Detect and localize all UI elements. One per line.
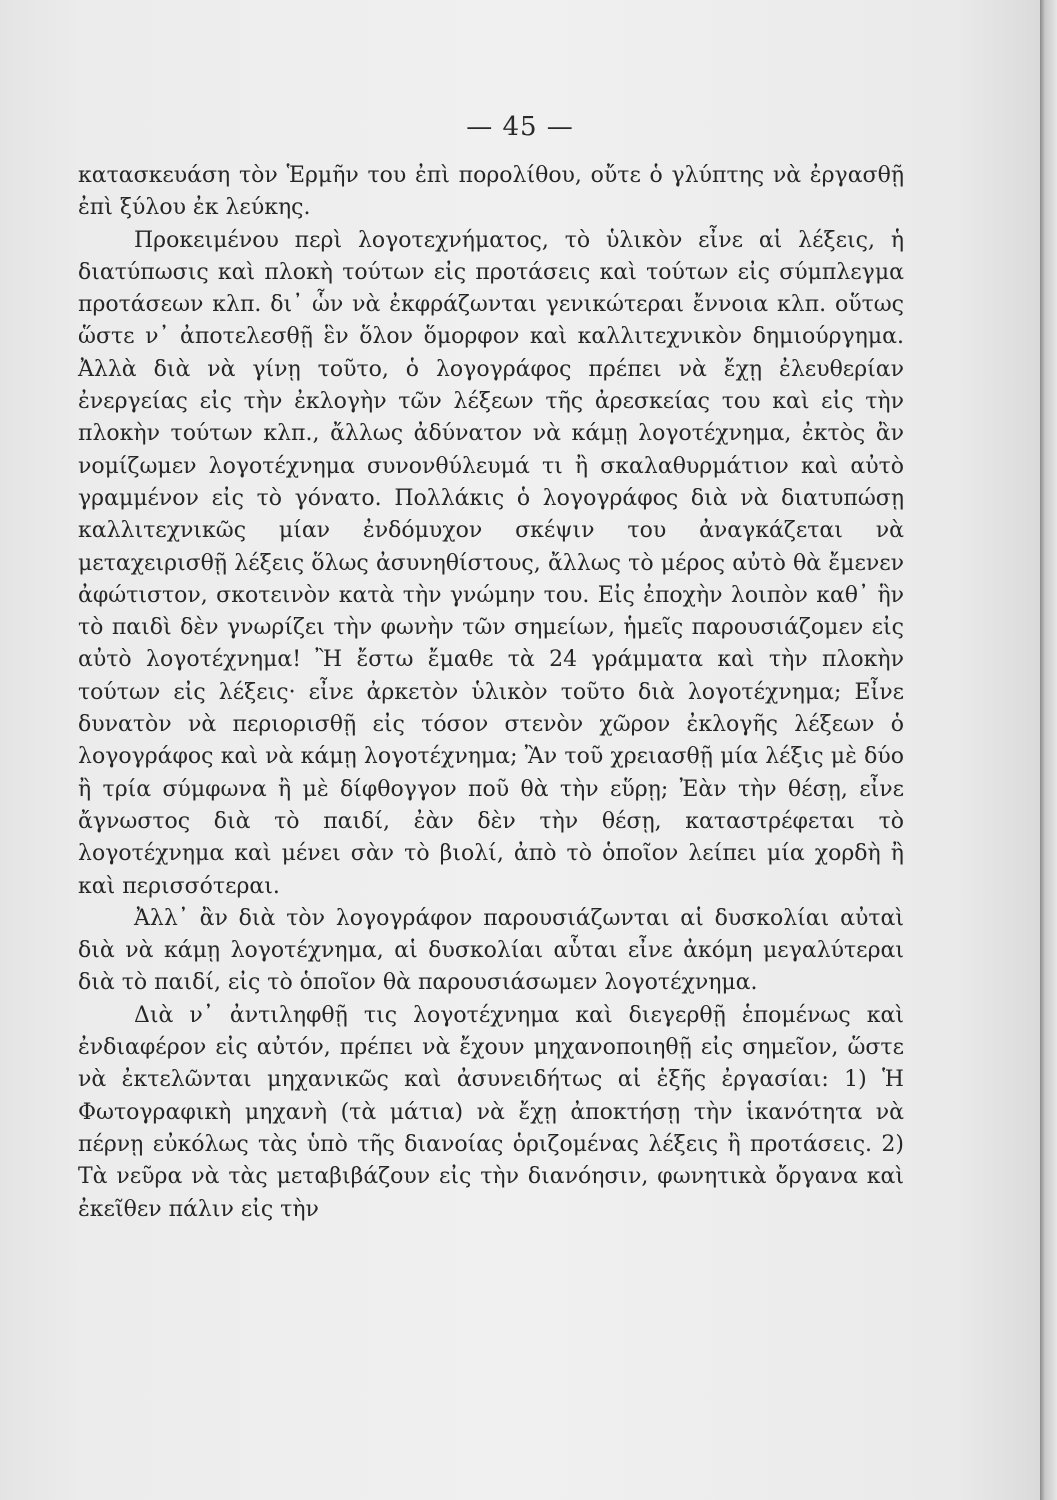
body-text [78,160,904,1226]
page-edge-shadow [1040,0,1057,1500]
paragraph-3: Ἀλλ᾿ ἂν διὰ τὸν λογογράφον παρουσιάζωνται αἱ δυσκολίαι αὐταὶ διὰ νὰ κάμῃ λογοτέχνημα, αἱ δυσκολίαι αὗται εἶνε ἀκόμη μεγαλύτεραι διὰ τὸ παιδί, εἰς τὸ ὁποῖον θὰ παρουσιάσωμεν λογοτέχνημα. [78,905,904,996]
paragraph-4: Διὰ ν᾿ ἀντιληφθῇ τις λογοτέχνημα καὶ διεγερθῇ ἑπομένως καὶ ἐνδιαφέρον εἰς αὐτόν, πρέπει νὰ ἔχουν μηχανοποιηθῇ εἰς σημεῖον, ὥστε νὰ ἐκτελῶνται μηχανικῶς καὶ ἀσυνειδήτως αἱ ἑξῆς ἐργασίαι: 1) Ἡ Φωτογραφικὴ μηχανὴ (τὰ μάτια) νὰ ἔχῃ ἀποκτήσῃ τὴν ἱκανότητα νὰ πέρνῃ εὐκόλως τὰς ὑπὸ τῆς διανοίας ὁριζομένας λέξεις ἢ προτάσεις. 2) Τὰ νεῦρα νὰ τὰς μεταβιβάζουν εἰς τὴν διανόησιν, φωνητικὰ ὄργανα καὶ ἐκεῖθεν πάλιν εἰς τὴν [78,1002,904,1222]
paragraph-2: Προκειμένου περὶ λογοτεχνήματος, τὸ ὑλικὸν εἶνε αἱ λέξεις, ἡ διατύπωσις καὶ πλοκὴ τούτων εἰς προτάσεις καὶ τούτων εἰς σύμπλεγμα προτάσεων κλπ. δι᾿ ὧν νὰ ἐκφράζωνται γενικώτεραι ἔννοια κλπ. οὕτως ὥστε ν᾿ ἀποτελεσθῇ ἓν ὅλον ὅμορφον καὶ καλλιτεχνικὸν δημιούργημα. Ἀλλὰ διὰ νὰ γίνῃ τοῦτο, ὁ λογογράφος πρέπει νὰ ἔχῃ ἐλευθερίαν ἐνεργείας εἰς τὴν ἐκλογὴν τῶν λέξεων τῆς ἀρεσκείας του καὶ εἰς τὴν πλοκὴν τούτων κλπ., ἄλλως ἀδύνατον νὰ κάμῃ λογοτέχνημα, ἐκτὸς ἂν νομίζωμεν λογοτέχνημα συνονθύλευμά τι ἢ σκαλαθυρμάτιον καὶ αὐτὸ γραμμένον εἰς τὸ γόνατο. Πολλάκις ὁ λογογράφος διὰ νὰ διατυπώσῃ καλλιτεχνικῶς μίαν ἐνδόμυχον σκέψιν του ἀναγκάζεται νὰ μεταχειρισθῇ λέξεις ὅλως ἀσυνηθίστους, ἄλλως τὸ μέρος αὐτὸ θὰ ἔμενεν ἀφώτιστον, σκοτεινὸν κατὰ τὴν γνώμην του. Εἰς ἐποχὴν λοιπὸν καθ᾿ ἣν τὸ παιδὶ δὲν γνωρίζει τὴν φωνὴν τῶν σημείων, ἡμεῖς παρουσιάζομεν εἰς αὐτὸ λογοτέχνημα! Ἢ ἔστω ἔμαθε τὰ 24 γράμματα καὶ τὴν πλοκὴν τούτων εἰς λέξεις· εἶνε ἀρκετὸν ὑλικὸν τοῦτο διὰ λογοτέχνημα; Εἶνε δυνατὸν νὰ περιορισθῇ εἰς τόσον στενὸν χῶρον ἐκλογῆς λέξεων ὁ λογογράφος καὶ νὰ κάμῃ λογοτέχνημα; Ἂν τοῦ χρειασθῇ μία λέξις μὲ δύο ἢ τρία σύμφωνα ἢ μὲ δίφθογγον ποῦ θὰ τὴν εὕρῃ; Ἐὰν τὴν θέσῃ, εἶνε ἄγνωστος διὰ τὸ παιδί, ἐὰν δὲν τὴν θέσῃ, καταστρέφεται τὸ λογοτέχνημα καὶ μένει σὰν τὸ βιολί, ἀπὸ τὸ ὁποῖον λείπει μία χορδὴ ἢ καὶ περισσότεραι. [78,227,904,899]
page-number: — 45 — [466,112,574,142]
paragraph-1: κατασκευάση τὸν Ἑρμῆν του ἐπὶ πορολίθου, οὔτε ὁ γλύπτης νὰ ἐργασθῇ ἐπὶ ξύλου ἐκ λεύκης. [78,163,904,221]
